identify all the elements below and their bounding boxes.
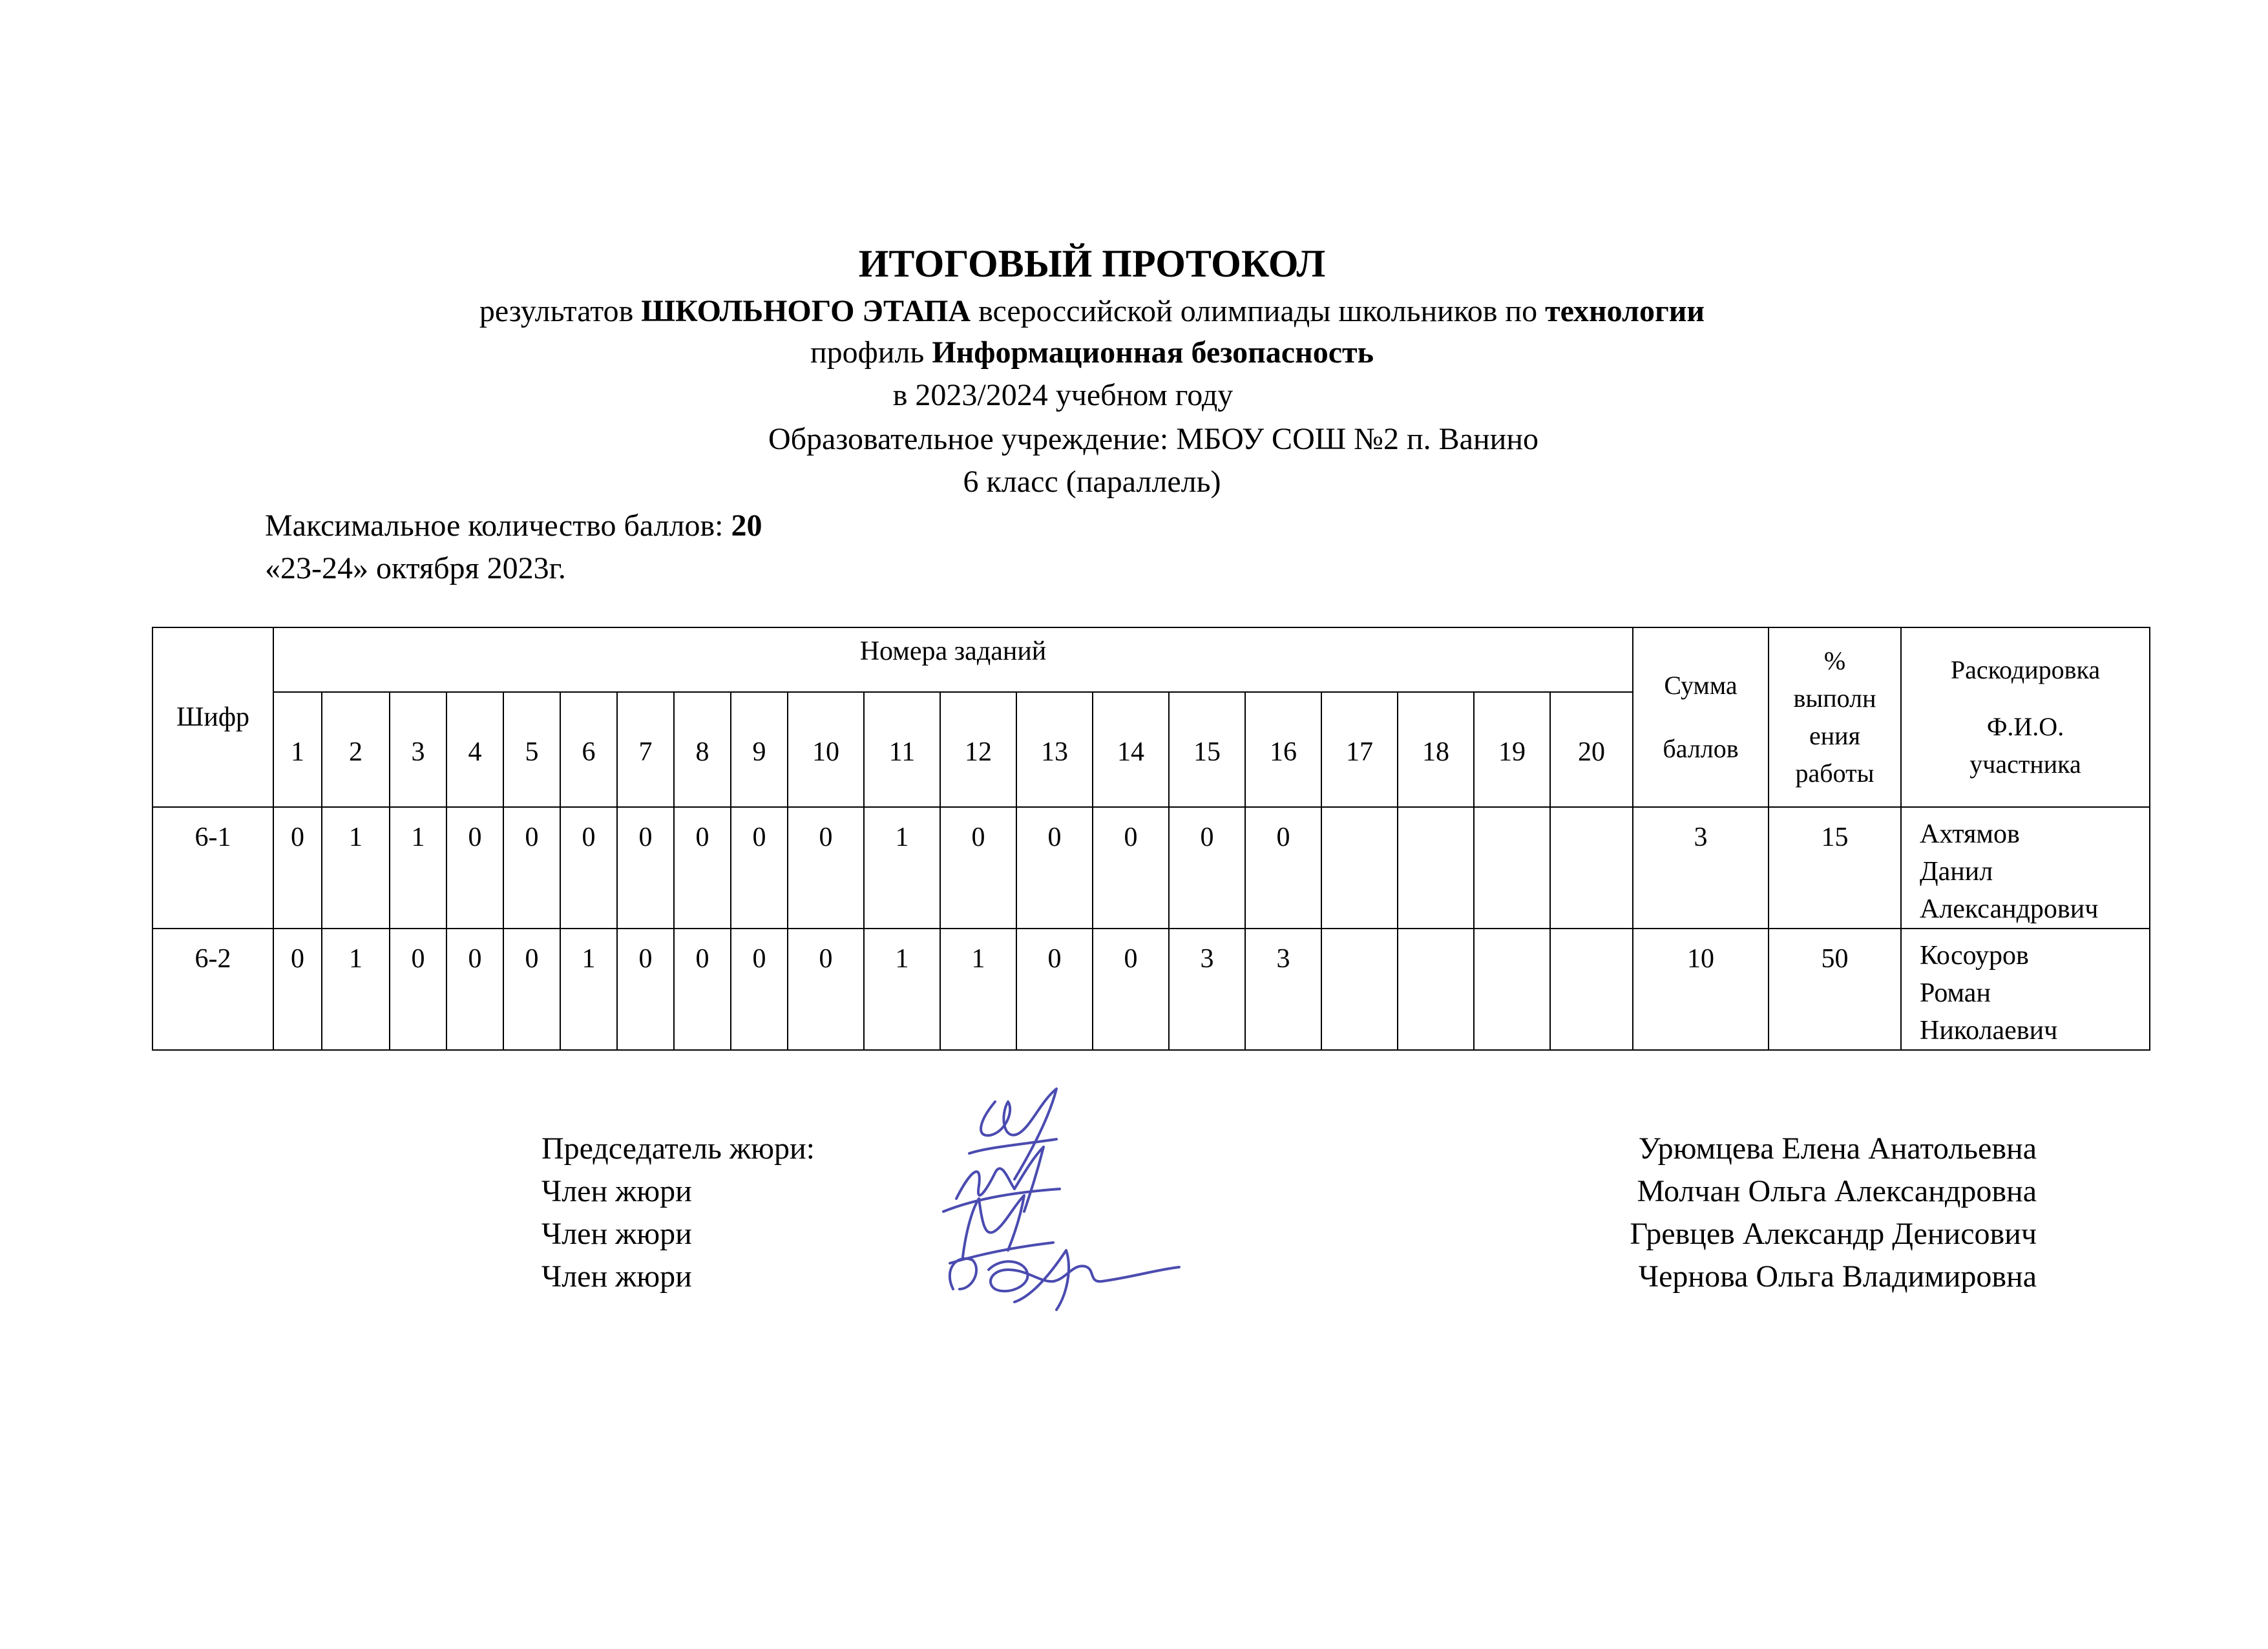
- score-cell: [1398, 929, 1474, 1050]
- stage-prefix: результатов: [479, 294, 642, 328]
- score-cell: 1: [864, 929, 940, 1050]
- task-number: 6: [560, 692, 617, 807]
- header-fio-line1: Раскодировка: [1950, 655, 2101, 684]
- header-percent-line4: работы: [1795, 759, 1874, 788]
- task-number: 1: [273, 692, 322, 807]
- task-number: 8: [674, 692, 731, 807]
- header-sum-line1: Сумма: [1664, 671, 1738, 700]
- score-cell: 0: [273, 929, 322, 1050]
- header-sum-line2: баллов: [1663, 734, 1739, 763]
- score-cell: [1550, 929, 1633, 1050]
- task-number: 10: [788, 692, 864, 807]
- score-cell: 0: [446, 929, 503, 1050]
- participant-name-part: Ахтямов: [1920, 819, 2020, 849]
- subject-name: технологии: [1545, 294, 1705, 328]
- header-line-profile: [0, 337, 2226, 368]
- score-cell: 1: [940, 929, 1016, 1050]
- cipher-cell: 6-2: [152, 929, 273, 1050]
- header-line-school: Образовательное учреждение: МБОУ СОШ №2 п. Ванино: [768, 422, 1539, 456]
- task-number: 17: [1321, 692, 1398, 807]
- score-cell: 0: [731, 807, 788, 929]
- task-number: 4: [446, 692, 503, 807]
- document-title: ИТОГОВЫЙ ПРОТОКОЛ: [858, 242, 1326, 285]
- score-cell: 3: [1245, 929, 1321, 1050]
- score-cell: 0: [446, 807, 503, 929]
- header-sum: [1633, 627, 1769, 807]
- task-number: 19: [1474, 692, 1550, 807]
- stage-name: ШКОЛЬНОГО ЭТАПА: [641, 294, 971, 328]
- score-cell: 1: [560, 929, 617, 1050]
- participant-name-cell: [1901, 929, 2150, 1050]
- score-cell: 0: [1245, 807, 1321, 929]
- task-number: 20: [1550, 692, 1633, 807]
- score-cell: 0: [1093, 807, 1169, 929]
- jury-role-member: Член жюри: [541, 1217, 692, 1251]
- participant-name-part: Роман: [1920, 978, 1991, 1008]
- score-cell: 0: [273, 807, 322, 929]
- max-score-label: Максимальное количество баллов:: [265, 509, 731, 543]
- task-number: 9: [731, 692, 788, 807]
- jury-name-member: Гревцев Александр Денисович: [1630, 1217, 2037, 1251]
- header-task-numbers: Номера заданий: [273, 627, 1633, 692]
- header-fio: [1901, 627, 2150, 807]
- score-cell: [1321, 807, 1398, 929]
- score-cell: 1: [322, 807, 390, 929]
- score-cell: [1474, 807, 1550, 929]
- participant-name-part: Александрович: [1920, 894, 2099, 924]
- max-score-line: [265, 510, 762, 541]
- header-percent-line1: %: [1823, 646, 1846, 675]
- jury-role-chair: Председатель жюри:: [541, 1131, 815, 1166]
- score-cell: 0: [1169, 807, 1245, 929]
- score-cell: 0: [390, 929, 446, 1050]
- score-cell: 0: [617, 807, 674, 929]
- task-number: 18: [1398, 692, 1474, 807]
- jury-name-member: Чернова Ольга Владимировна: [1638, 1259, 2037, 1294]
- sum-cell: 3: [1633, 807, 1769, 929]
- jury-role-member: Член жюри: [541, 1174, 692, 1208]
- jury-roles: [541, 1128, 815, 1298]
- score-cell: 0: [788, 929, 864, 1050]
- score-cell: 0: [788, 807, 864, 929]
- cipher-cell: 6-1: [152, 807, 273, 929]
- jury-role-member: Член жюри: [541, 1259, 692, 1294]
- score-cell: 0: [503, 929, 560, 1050]
- score-cell: [1398, 807, 1474, 929]
- score-cell: [1550, 807, 1633, 929]
- header-cipher: Шифр: [152, 627, 273, 807]
- task-number: 11: [864, 692, 940, 807]
- header-fio-line3: участника: [1969, 750, 2081, 779]
- table-row: [152, 807, 2150, 929]
- score-cell: 1: [864, 807, 940, 929]
- jury-signatures-icon: [918, 1076, 1189, 1321]
- score-cell: 0: [503, 807, 560, 929]
- profile-name: Информационная безопасность: [932, 335, 1374, 370]
- score-cell: 1: [322, 929, 390, 1050]
- header-line-grade: 6 класс (параллель): [963, 465, 1221, 499]
- profile-prefix: профиль: [810, 335, 932, 370]
- task-number: 5: [503, 692, 560, 807]
- percent-cell: 50: [1769, 929, 1901, 1050]
- header-line-year: в 2023/2024 учебном году: [892, 378, 1234, 412]
- sum-cell: 10: [1633, 929, 1769, 1050]
- score-cell: 0: [940, 807, 1016, 929]
- stage-middle: всероссийской олимпиады школьников по: [971, 294, 1546, 328]
- score-cell: 0: [617, 929, 674, 1050]
- score-cell: 1: [390, 807, 446, 929]
- participant-name-part: Данил: [1920, 857, 1993, 887]
- score-cell: 0: [1016, 807, 1093, 929]
- score-cell: [1474, 929, 1550, 1050]
- participant-name-part: Николаевич: [1920, 1016, 2058, 1045]
- score-cell: 0: [674, 807, 731, 929]
- task-number: 14: [1093, 692, 1169, 807]
- score-cell: 0: [560, 807, 617, 929]
- task-number: 16: [1245, 692, 1321, 807]
- results-table: [152, 627, 2150, 1051]
- score-cell: 0: [1016, 929, 1093, 1050]
- score-cell: 0: [1093, 929, 1169, 1050]
- table-row: [152, 929, 2150, 1050]
- max-score-value: 20: [731, 509, 762, 543]
- participant-name-cell: [1901, 807, 2150, 929]
- score-cell: 0: [731, 929, 788, 1050]
- header-line-stage: [0, 296, 2226, 327]
- task-number: 13: [1016, 692, 1093, 807]
- percent-cell: 15: [1769, 807, 1901, 929]
- jury-name-member: Молчан Ольга Александровна: [1637, 1174, 2037, 1208]
- task-number: 3: [390, 692, 446, 807]
- header-percent-line2: выполн: [1793, 684, 1876, 713]
- task-number: 7: [617, 692, 674, 807]
- participant-name-part: Косоуров: [1920, 941, 2029, 971]
- score-cell: 0: [674, 929, 731, 1050]
- date-line: «23-24» октября 2023г.: [265, 551, 566, 585]
- jury-names: [1630, 1128, 2037, 1298]
- header-fio-line2: Ф.И.О.: [1986, 712, 2064, 741]
- score-cell: 3: [1169, 929, 1245, 1050]
- task-number: 2: [322, 692, 390, 807]
- header-percent: [1769, 627, 1901, 807]
- header-percent-line3: ения: [1809, 721, 1860, 750]
- score-cell: [1321, 929, 1398, 1050]
- task-number: 15: [1169, 692, 1245, 807]
- task-number: 12: [940, 692, 1016, 807]
- jury-name-chair: Урюмцева Елена Анатольевна: [1638, 1131, 2037, 1166]
